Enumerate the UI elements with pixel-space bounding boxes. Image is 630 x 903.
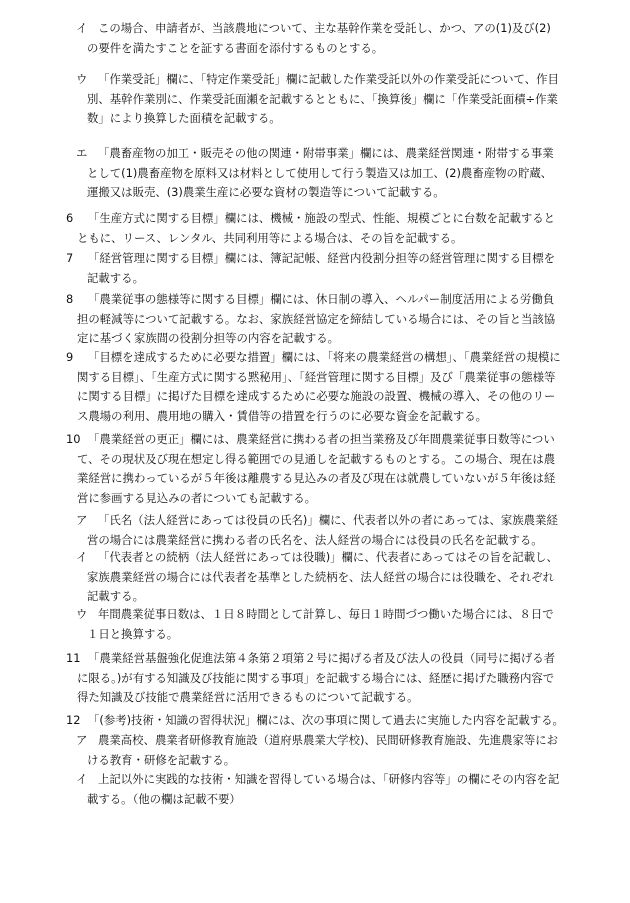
item-marker: 7 — [66, 251, 74, 265]
item-marker: ア — [76, 513, 88, 527]
paragraph-line: 上記以外に実践的な技術・知識を習得している場合は、「研修内容等」の欄にその内容を記 — [98, 772, 560, 786]
paragraph-line: 営の場合には農業経営に携わる者の氏名を、法人経営の場合には役員の氏名を記載する。 — [87, 532, 543, 547]
paragraph-line: 運搬又は販売、(3)農業生産に必要な資材の製造等について記載する。 — [87, 185, 445, 199]
paragraph-line: １日と換算する。 — [87, 626, 179, 641]
paragraph-line: 別、基幹作業別に、作業受託面瀬を記載するとともに、「換算後」欄に「作業受託面積÷作業 — [87, 91, 558, 106]
item-marker: 8 — [66, 292, 74, 306]
paragraph-line: 記載する。 — [87, 270, 144, 285]
paragraph-line: 「(参考)技術・知識の習得状況」欄には、次の事項に関して過去に実施した内容を記載する。 — [88, 713, 564, 727]
item-marker: 9 — [66, 350, 74, 364]
paragraph-line: 関する目標」、「生産方式に関する黙秘用」、「経営管理に関する目標」及び「農業従事の態様等 — [77, 369, 556, 384]
paragraph-line: 得た知識及び技能で農業経営に活用できるものについて記載する。 — [77, 690, 419, 704]
paragraph-line: 「農業従事の態様等に関する目標」欄には、休日制の導入、ヘルパー制度活用による労働負 — [88, 292, 555, 306]
paragraph-line: 「生産方式に関する目標」欄には、機械・施設の型式、性能、規模ごとに台数を記載すると — [88, 211, 556, 225]
paragraph-line: 「氏名（法人経営にあっては役員の氏名)」欄に、代表者以外の者にあっては、家族農業経 — [98, 513, 558, 527]
paragraph-line: 「作業受託」欄に、「特定作業受託」欄に記載した作業受託以外の作業受託について、作目 — [98, 72, 559, 86]
paragraph-line: に関する目標」に掲げた目標を達成するために必要な施設の設置、機械の導入、その他のリー — [77, 389, 556, 403]
item-marker: 11 — [66, 651, 81, 665]
item-marker: イ — [76, 21, 88, 35]
paragraph-line: 載する。（他の欄は記載不要） — [87, 791, 241, 806]
item-marker: 6 — [66, 211, 74, 225]
paragraph-line: 農業高校、農業者研修教育施設（道府県農業大学校)、民間研修教育施設、先進農家等にお — [98, 733, 559, 747]
paragraph-line: 「代表者との続柄（法人経営にあっては役職)」欄に、代表者にあってはその旨を記載し、 — [98, 550, 558, 564]
paragraph-line: 「農業経営の更正」欄には、農業経営に携わる者の担当業務及び年間農業従事日数等につい — [88, 432, 555, 446]
paragraph-line: 年間農業従事日数は、１日８時間として計算し、毎日１時間づつ働いた場合には、８日で — [98, 607, 554, 621]
paragraph-line: 家族農業経営の場合には代表者を基準とした続柄を、法人経営の場合には役職を、それぞれ — [87, 569, 555, 584]
paragraph-line: の要件を満たすことを証する書面を添付するものとする。 — [87, 40, 384, 55]
item-marker: イ — [76, 550, 88, 564]
paragraph-line: に限る。)が有する知識及び技能に関する事項」を記載する場合には、経歴に掲げた職務内容で — [77, 670, 555, 685]
paragraph-line: 「目標を達成するために必要な措置」欄には、「将来の農業経営の構想」、「農業経営の規模に — [88, 350, 561, 364]
paragraph-line: ス農場の利用、農用地の購入・賃借等の措置を行うのに必要な資金を記載する。 — [77, 408, 488, 423]
item-marker: エ — [76, 146, 88, 160]
paragraph-line: 数」により換算した面積を記載する。 — [87, 111, 281, 125]
paragraph-line: 営に参画する見込みの者についても記載する。 — [77, 490, 316, 505]
paragraph-line: 「農業経営基盤強化促進法第４条第２項第２号に掲げる者及び法人の役員（同号に掲げる者 — [88, 651, 556, 665]
item-marker: ア — [76, 733, 88, 747]
item-marker: 12 — [66, 713, 81, 727]
paragraph-line: 「農畜産物の加工・販売その他の関連・附帯事業」欄には、農業経営関連・附帯する事業 — [98, 146, 554, 160]
paragraph-line: として(1)農畜産物を原料又は材料として使用して行う製造又は加工、(2)農畜産物の貯蔵、 — [87, 165, 553, 180]
paragraph-line: 定に基づく家族間の役割分担等の内容を記載する。 — [77, 331, 339, 345]
paragraph-line: 担の軽減等について記載する。なお、家族経営協定を締結している場合には、その旨と当該協 — [77, 311, 556, 326]
paragraph-line: ける教育・研修を記載する。 — [87, 752, 236, 767]
item-marker: ウ — [76, 607, 88, 621]
item-marker: 10 — [66, 432, 81, 446]
paragraph-line: 「経営管理に関する目標」欄には、簿記記帳、経営内役割分担等の経営管理に関する目標を — [88, 251, 556, 265]
paragraph-line: この場合、申請者が、当該農地について、主な基幹作業を受託し、かつ、アの(1)及び(2) — [98, 21, 551, 35]
paragraph-line: 業経営に携わっているが５年後は離農する見込みの者及び現在は就農していないが５年後は経 — [77, 471, 556, 485]
paragraph-line: て、その現状及び現在想定し得る範囲での見通しを記載するものとする。この場合、現在は農 — [77, 451, 556, 466]
item-marker: イ — [76, 772, 88, 786]
paragraph-line: 記載する。 — [87, 589, 144, 603]
item-marker: ウ — [76, 72, 88, 86]
paragraph-line: ともに、リース、レンタル、共同利用等による場合は、その旨を記載する。 — [77, 230, 463, 245]
